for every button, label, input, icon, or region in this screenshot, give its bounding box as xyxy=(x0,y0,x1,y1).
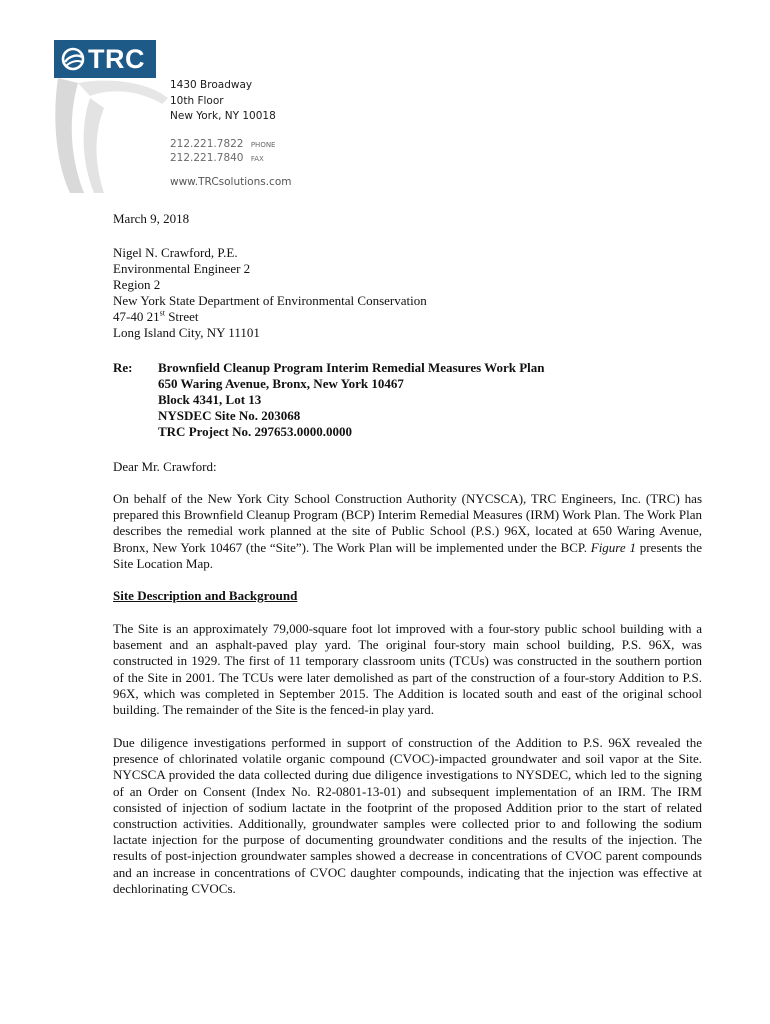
logo-text: TRC xyxy=(88,44,145,74)
phone-number: 212.221.7822 xyxy=(170,138,244,150)
recipient-street xyxy=(113,309,199,325)
fax-label: FAX xyxy=(250,155,264,163)
address-line-2: 10th Floor xyxy=(170,95,224,107)
website-link[interactable]: www.TRCsolutions.com xyxy=(170,176,292,188)
fax-number: 212.221.7840 xyxy=(170,152,244,164)
intro-paragraph xyxy=(113,491,702,572)
letter-date: March 9, 2018 xyxy=(113,211,190,226)
figure-reference: Figure 1 xyxy=(590,539,636,555)
trc-logo xyxy=(54,40,156,78)
fax-row xyxy=(170,150,264,167)
trc-logo-icon xyxy=(60,46,86,72)
address-line-3: New York, NY 10018 xyxy=(170,110,276,122)
recipient-region: Region 2 xyxy=(113,277,161,292)
phone-label: PHONE xyxy=(250,141,276,149)
street-number: 47-40 21 xyxy=(113,309,160,324)
street-name: Street xyxy=(164,309,199,324)
re-line: NYSDEC Site No. 203068 xyxy=(158,408,301,423)
site-description-paragraph: The Site is an approximately 79,000-square foot lot improved with a four-story public school building with a basement and an asphalt-paved play yard. The original four-story main school building, P.S. 96X, was constructed in 1929. The first of 11 temporary classroom units (TCUs) was constructed in the southern portion of the Site in 2001. The TCUs were later demolished as part of the construction of a four-story Addition to P.S. 96X, which was completed in September 2015. The Addition is located south and east of the original school building. The remainder of the Site is the fenced-in play yard. xyxy=(113,621,702,718)
recipient-city: Long Island City, NY 11101 xyxy=(113,325,260,340)
recipient-name: Nigel N. Crawford, P.E. xyxy=(113,245,238,260)
re-line: TRC Project No. 297653.0000.0000 xyxy=(158,424,353,439)
re-line: 650 Waring Avenue, Bronx, New York 10467 xyxy=(158,376,404,391)
street-ordinal: st xyxy=(159,308,165,318)
address-line-1: 1430 Broadway xyxy=(170,79,253,91)
recipient-title: Environmental Engineer 2 xyxy=(113,261,251,276)
due-diligence-paragraph: Due diligence investigations performed in support of construction of the Addition to P.S. 96X revealed the presence of chlorinated volatile organic compound (CVOC)-impacted groundwater and soil vapor at the Site. NYCSCA provided the data collected during due diligence investigations to NYSDEC, which led to the signing of an Order on Consent (Index No. R2-0801-13-01) and subsequent implementation of an IRM. The IRM consisted of injection of sodium lactate in the footprint of the proposed Addition prior to the start of related construction activities. Additionally, groundwater samples were collected prior to and following the sodium lactate injection for the purpose of documenting groundwater conditions and the results of the injection. The results of post-injection groundwater samples showed a decrease in concentrations of CVOC parent compounds and an increase in concentrations of CVOC daughter compounds, indicating that the injection was effective at dechlorinating CVOCs. xyxy=(113,735,702,896)
re-line: Block 4341, Lot 13 xyxy=(158,392,262,407)
recipient-agency: New York State Department of Environmental Conservation xyxy=(113,293,427,308)
re-label: Re: xyxy=(113,360,133,375)
intro-text-end: presents the Site Location Map. xyxy=(113,539,703,571)
salutation: Dear Mr. Crawford: xyxy=(113,459,217,474)
intro-text: On behalf of the New York City School Construction Authority (NYCSCA), TRC Engineers, Inc. (TRC) has prepared this Brownfield Cleanup Program (BCP) Interim Remedial Measures (IRM) Work Plan. The Work Plan describes the remedial work planned at the site of Public School (P.S.) 96X, located at 650 Waring Avenue, Bronx, New York 10467 (the “Site”). The Work Plan will be implemented under the BCP. xyxy=(113,491,702,555)
re-line: Brownfield Cleanup Program Interim Remedial Measures Work Plan xyxy=(158,360,545,375)
section-heading: Site Description and Background xyxy=(113,588,298,603)
